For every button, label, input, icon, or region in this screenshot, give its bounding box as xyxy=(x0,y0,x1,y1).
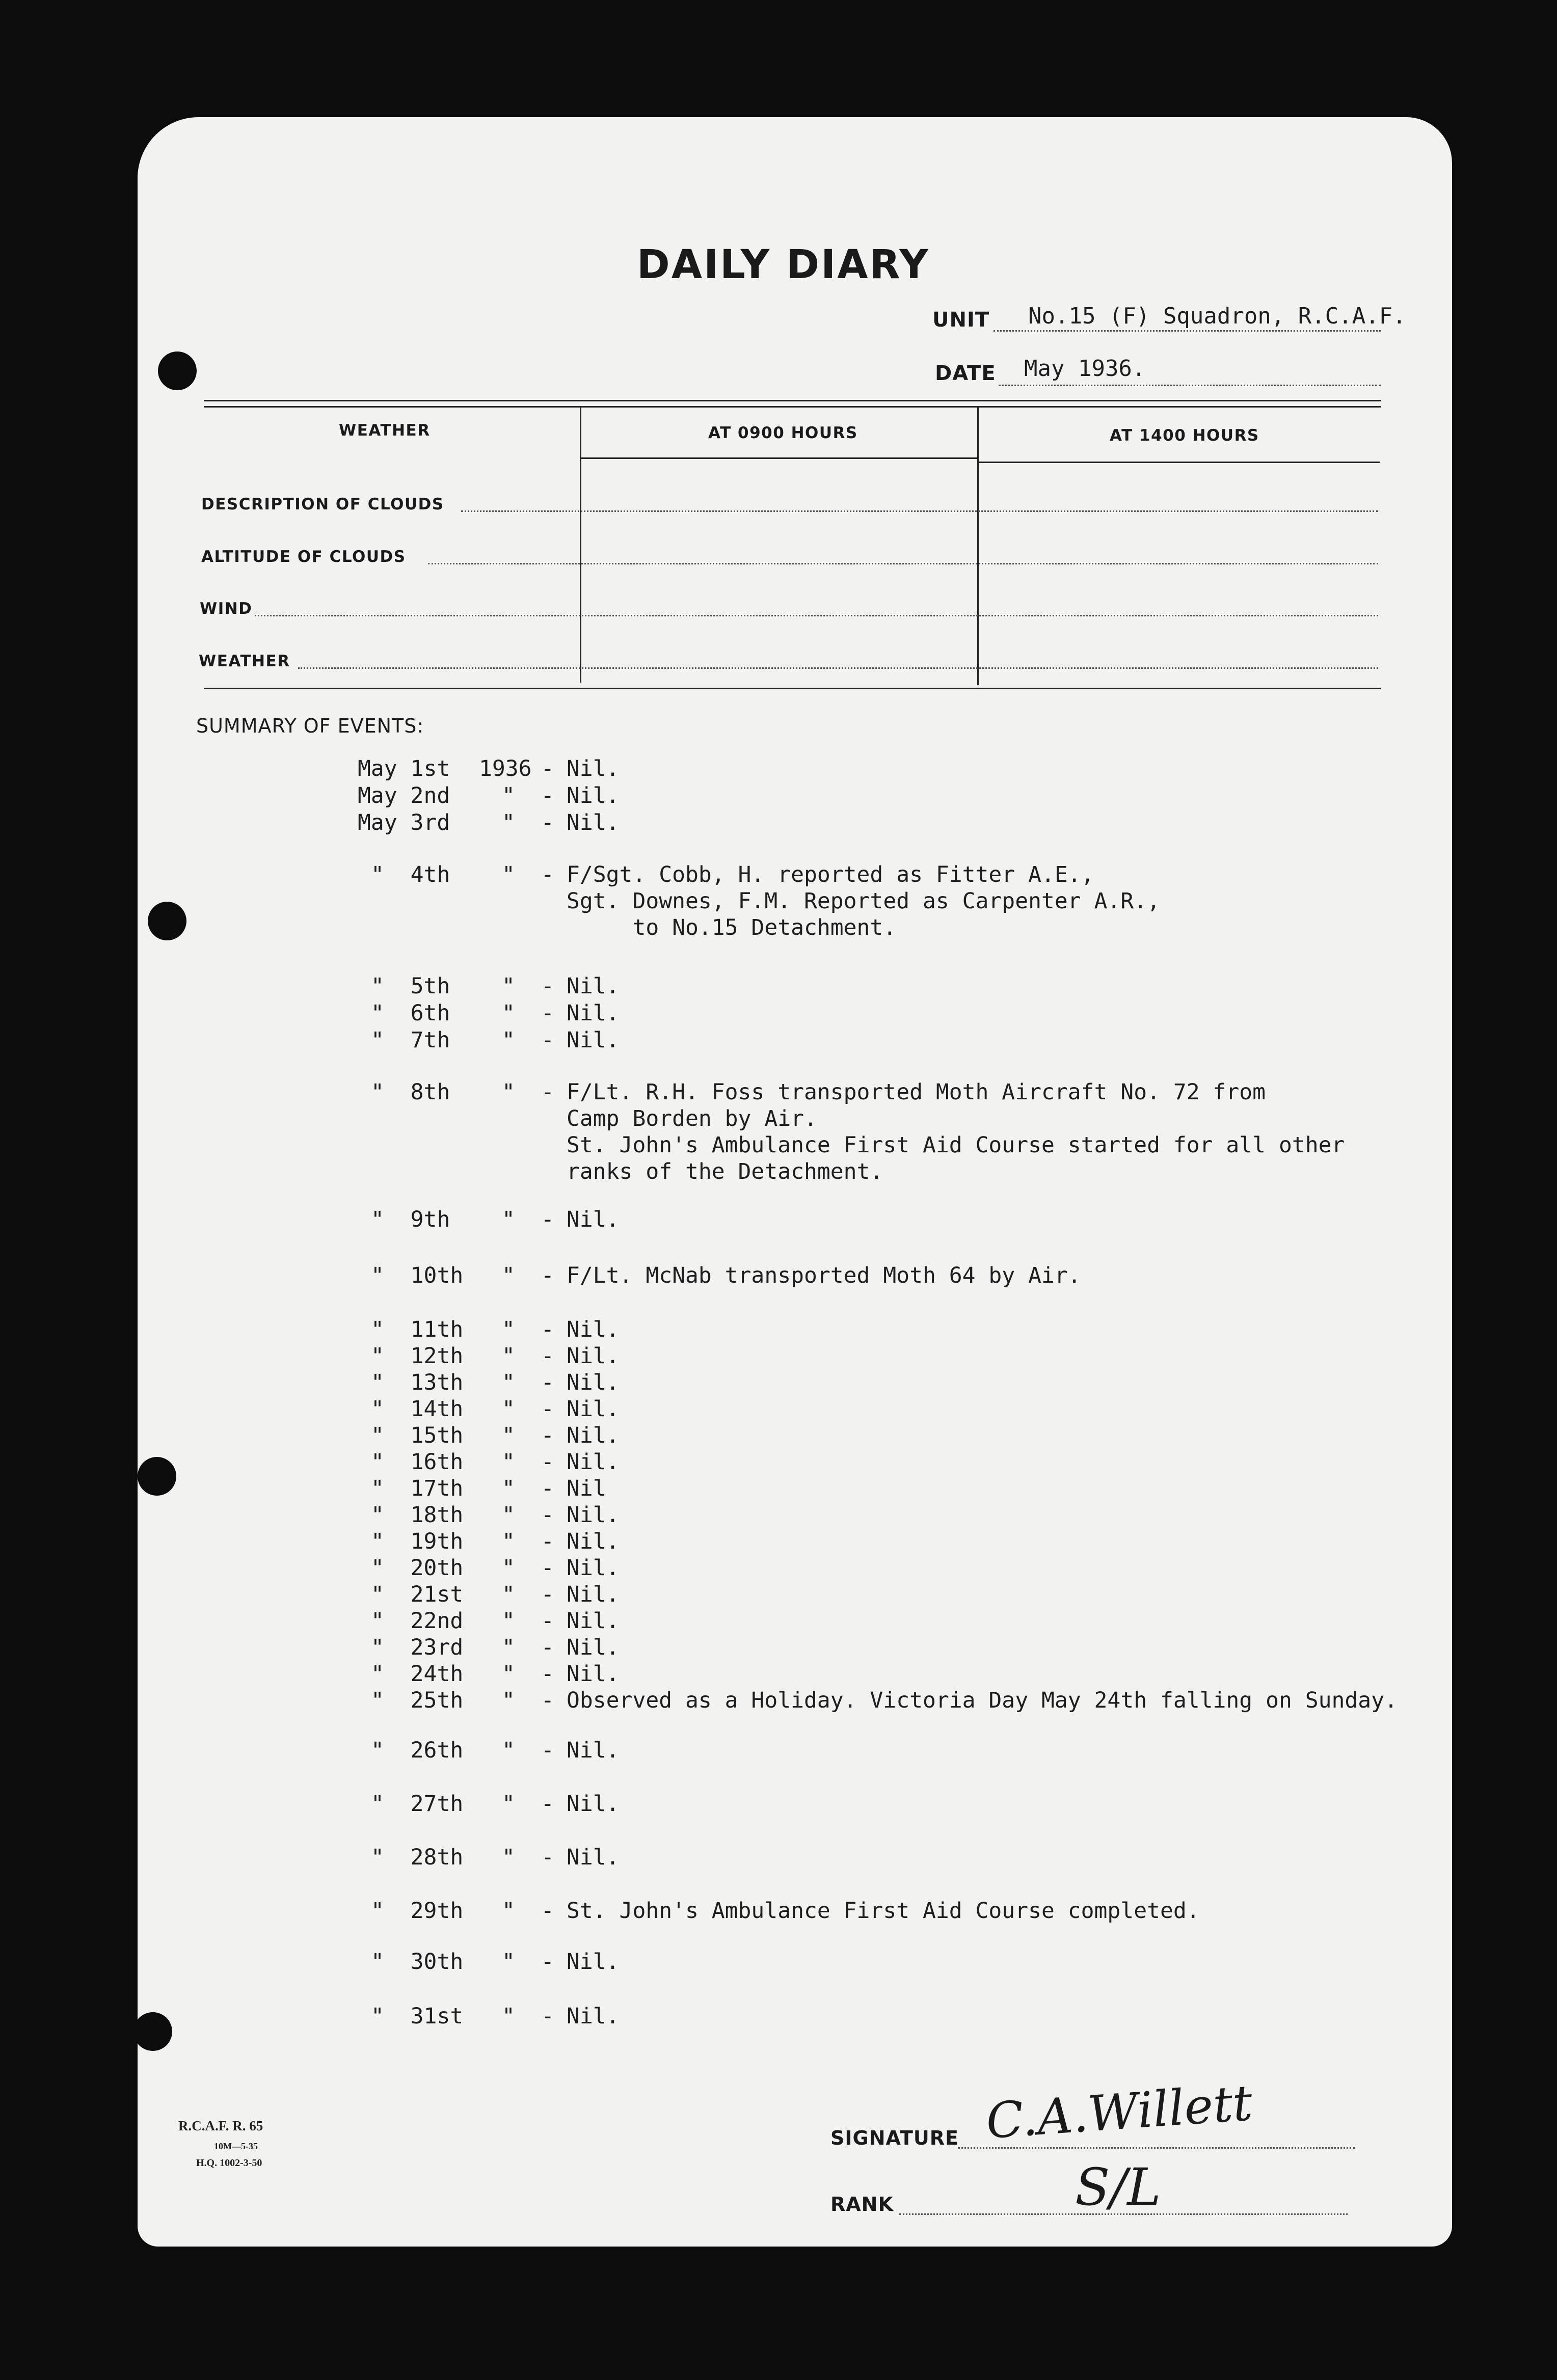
event-text: F/Lt. R.H. Foss transported Moth Aircraft No. 72 from xyxy=(567,1079,1266,1105)
event-day: " 16th xyxy=(371,1449,464,1475)
event-dash: - xyxy=(541,1396,554,1422)
unit-value: No.15 (F) Squadron, R.C.A.F. xyxy=(1028,303,1406,329)
event-year: " xyxy=(502,1949,515,1975)
event-dash: - xyxy=(541,1688,554,1713)
event-text: Nil. xyxy=(567,2004,620,2029)
event-day: " 25th xyxy=(371,1688,464,1713)
event-year: " xyxy=(502,1449,515,1475)
event-year: " xyxy=(502,1529,515,1554)
event-year: " xyxy=(502,783,515,808)
event-year: " xyxy=(502,1845,515,1870)
page-title: DAILY DIARY xyxy=(637,242,930,288)
event-text: Nil. xyxy=(567,1661,620,1687)
row-description-of-clouds: DESCRIPTION OF CLOUDS xyxy=(201,495,444,513)
event-year: " xyxy=(502,1608,515,1634)
event-text: Nil. xyxy=(567,1502,620,1528)
event-day: " 26th xyxy=(371,1738,464,1763)
event-day: " 24th xyxy=(371,1661,464,1687)
event-dash: - xyxy=(541,1555,554,1581)
event-day: May 1st xyxy=(358,756,450,781)
event-day: " 6th xyxy=(371,1000,450,1026)
event-year: " xyxy=(502,1207,515,1232)
event-day: " 10th xyxy=(371,1263,464,1288)
event-year: " xyxy=(502,1661,515,1687)
event-text: Nil. xyxy=(567,1423,620,1448)
row-altitude-of-clouds: ALTITUDE OF CLOUDS xyxy=(201,548,406,566)
event-text: F/Sgt. Cobb, H. reported as Fitter A.E., xyxy=(567,862,1094,887)
event-dash: - xyxy=(541,1263,554,1288)
event-dash: - xyxy=(541,1423,554,1448)
form-hq-code: H.Q. 1002-3-50 xyxy=(196,2157,262,2169)
event-year: " xyxy=(502,1502,515,1528)
event-day: " 20th xyxy=(371,1555,464,1581)
event-day: " 4th xyxy=(371,862,450,887)
event-text: Nil. xyxy=(567,1738,620,1763)
form-code: R.C.A.F. R. 65 xyxy=(178,2118,263,2133)
event-text: Nil. xyxy=(567,756,620,781)
event-day: " 8th xyxy=(371,1079,450,1105)
event-text: Nil. xyxy=(567,1608,620,1634)
event-dash: - xyxy=(541,1027,554,1053)
event-year: " xyxy=(502,1317,515,1342)
event-year: " xyxy=(502,1396,515,1422)
event-text: Nil. xyxy=(567,1317,620,1342)
event-dash: - xyxy=(541,756,554,781)
event-text: Nil. xyxy=(567,1635,620,1660)
event-year: " xyxy=(502,1582,515,1607)
event-dash: - xyxy=(541,1738,554,1763)
row-weather: WEATHER xyxy=(199,652,290,670)
row-wind: WIND xyxy=(200,600,253,618)
event-year: " xyxy=(502,1791,515,1817)
event-year: " xyxy=(502,1688,515,1713)
rank-value: S/L xyxy=(1075,2157,1161,2217)
date-label: DATE xyxy=(935,362,996,385)
event-dash: - xyxy=(541,1476,554,1501)
event-dash: - xyxy=(541,1529,554,1554)
event-day: " 11th xyxy=(371,1317,464,1342)
event-year: " xyxy=(502,973,515,999)
event-dash: - xyxy=(541,1207,554,1232)
event-text: Nil. xyxy=(567,1000,620,1026)
event-day: " 29th xyxy=(371,1898,464,1924)
event-year: " xyxy=(502,1343,515,1369)
punch-hole xyxy=(148,902,186,940)
event-text: Nil. xyxy=(567,1370,620,1395)
event-dash: - xyxy=(541,1635,554,1660)
event-dash: - xyxy=(541,862,554,887)
event-day: " 18th xyxy=(371,1502,464,1528)
event-dash: - xyxy=(541,2004,554,2029)
punch-hole xyxy=(158,351,197,390)
event-text: St. John's Ambulance First Aid Course completed. xyxy=(567,1898,1200,1924)
event-text: to No.15 Detachment. xyxy=(567,915,897,940)
event-dash: - xyxy=(541,973,554,999)
event-text: Nil. xyxy=(567,1582,620,1607)
event-text: Nil. xyxy=(567,783,620,808)
event-day: " 5th xyxy=(371,973,450,999)
summary-title: SUMMARY OF EVENTS: xyxy=(196,715,424,737)
event-text: Nil. xyxy=(567,1343,620,1369)
event-year: " xyxy=(502,2004,515,2029)
event-year: " xyxy=(502,1079,515,1105)
punch-hole xyxy=(133,2012,172,2051)
event-day: " 19th xyxy=(371,1529,464,1554)
event-day: " 27th xyxy=(371,1791,464,1817)
event-text: Nil. xyxy=(567,810,620,835)
event-text: St. John's Ambulance First Aid Course started for all other xyxy=(567,1132,1345,1158)
event-text: Nil. xyxy=(567,1791,620,1817)
col-header-weather: WEATHER xyxy=(339,421,431,440)
signature-label: SIGNATURE xyxy=(830,2127,959,2149)
form-print-code: 10M—5-35 xyxy=(214,2141,258,2151)
event-day: " 30th xyxy=(371,1949,464,1975)
event-day: " 7th xyxy=(371,1027,450,1053)
event-dash: - xyxy=(541,1079,554,1105)
event-year: " xyxy=(502,1027,515,1053)
event-year: " xyxy=(502,862,515,887)
event-day: May 3rd xyxy=(358,810,450,835)
event-day: " 15th xyxy=(371,1423,464,1448)
event-text: Nil. xyxy=(567,1207,620,1232)
event-year: " xyxy=(502,1555,515,1581)
event-year: " xyxy=(502,1738,515,1763)
col-header-0900: AT 0900 HOURS xyxy=(708,424,858,442)
event-dash: - xyxy=(541,1898,554,1924)
event-year: " xyxy=(502,1476,515,1501)
event-year: " xyxy=(502,1263,515,1288)
event-text: Nil. xyxy=(567,973,620,999)
event-dash: - xyxy=(541,1317,554,1342)
event-dash: - xyxy=(541,1000,554,1026)
event-dash: - xyxy=(541,810,554,835)
date-value: May 1936. xyxy=(1024,356,1146,382)
event-dash: - xyxy=(541,1582,554,1607)
rank-label: RANK xyxy=(830,2193,894,2215)
event-text: Nil. xyxy=(567,1555,620,1581)
event-year: " xyxy=(502,1370,515,1395)
event-day: " 14th xyxy=(371,1396,464,1422)
col-header-1400: AT 1400 HOURS xyxy=(1110,426,1259,445)
event-day: " 23rd xyxy=(371,1635,464,1660)
event-dash: - xyxy=(541,1661,554,1687)
event-dash: - xyxy=(541,783,554,808)
event-year: " xyxy=(502,1898,515,1924)
event-dash: - xyxy=(541,1949,554,1975)
event-day: May 2nd xyxy=(358,783,450,808)
event-text: Nil. xyxy=(567,1949,620,1975)
event-text: F/Lt. McNab transported Moth 64 by Air. xyxy=(567,1263,1081,1288)
event-text: Camp Borden by Air. xyxy=(567,1106,817,1131)
event-day: " 9th xyxy=(371,1207,450,1232)
event-dash: - xyxy=(541,1449,554,1475)
event-day: " 12th xyxy=(371,1343,464,1369)
event-year: " xyxy=(502,1000,515,1026)
event-dash: - xyxy=(541,1608,554,1634)
event-dash: - xyxy=(541,1791,554,1817)
event-text: Nil. xyxy=(567,1396,620,1422)
event-text: Nil. xyxy=(567,1449,620,1475)
punch-hole xyxy=(138,1457,176,1496)
event-year: 1936 xyxy=(479,756,532,781)
event-text: Nil. xyxy=(567,1845,620,1870)
unit-label: UNIT xyxy=(932,308,990,332)
signature: C.A.Willett xyxy=(984,2074,1254,2150)
event-year: " xyxy=(502,1423,515,1448)
event-day: " 22nd xyxy=(371,1608,464,1634)
event-day: " 21st xyxy=(371,1582,464,1607)
event-day: " 13th xyxy=(371,1370,464,1395)
event-day: " 28th xyxy=(371,1845,464,1870)
event-year: " xyxy=(502,1635,515,1660)
event-text: Nil xyxy=(567,1476,606,1501)
event-text: Sgt. Downes, F.M. Reported as Carpenter A.R., xyxy=(567,888,1160,914)
event-day: " 17th xyxy=(371,1476,464,1501)
event-text: Nil. xyxy=(567,1027,620,1053)
event-text: Nil. xyxy=(567,1529,620,1554)
event-dash: - xyxy=(541,1343,554,1369)
event-text: Observed as a Holiday. Victoria Day May 24th falling on Sunday. xyxy=(567,1688,1398,1713)
event-dash: - xyxy=(541,1370,554,1395)
event-dash: - xyxy=(541,1845,554,1870)
event-day: " 31st xyxy=(371,2004,464,2029)
event-text: ranks of the Detachment. xyxy=(567,1159,883,1184)
event-year: " xyxy=(502,810,515,835)
event-dash: - xyxy=(541,1502,554,1528)
